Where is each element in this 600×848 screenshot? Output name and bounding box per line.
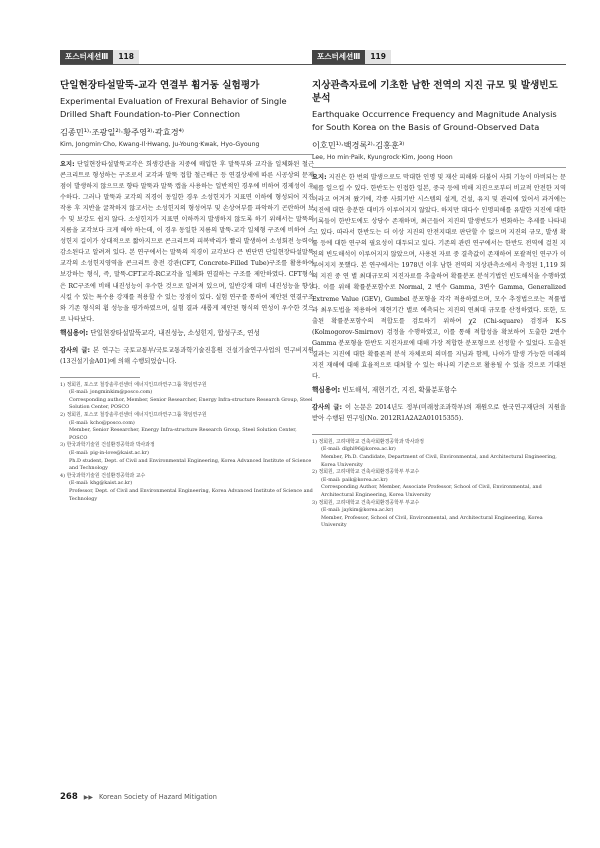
article-title-en: Experimental Evaluation of Frexural Behavior of Single Drilled Shaft Foundation-to-Pier Connection xyxy=(60,96,287,119)
footnote-divider xyxy=(60,377,140,378)
footnote-item xyxy=(312,469,566,499)
footnote-line: Ph.D student, Dept. of Civil and Environmental Engineering, Korea Advanced Institute of Science and Technology xyxy=(69,457,312,472)
footnote-line: (E-mail: khg@kaist.ac.kr) xyxy=(69,480,133,487)
footnote-item xyxy=(312,439,566,469)
footnote-line: (E-mail: jaykim@korea.ac.kr) xyxy=(321,507,394,514)
divider xyxy=(60,154,314,155)
footnote-line: 2) 정회원, 포스코 철강솔루션센터 에너지인프라연구그룹 책임연구원 xyxy=(60,412,207,419)
abstract-label: 요지: xyxy=(60,161,75,168)
footnote-line: (E-mail: pig-in-love@kaist.ac.kr) xyxy=(69,450,149,457)
acknowledgement xyxy=(312,402,566,424)
journal-name: Korean Society of Hazard Mitigation xyxy=(98,793,217,801)
keywords-label: 핵심용어: xyxy=(312,385,341,394)
abstract-label: 요지: xyxy=(312,174,327,181)
article-title-ko: 단일현장타설말뚝-교각 연결부 휨거동 실험평가 xyxy=(60,80,260,91)
footnote-line: Member, Professor, School of Civil, Environmental, and Architectural Engineering, Korea University xyxy=(321,514,543,529)
footnote-line: Professor, Dept. of Civil and Environmental Engineering, Korea Advanced Institute of Science and Technology xyxy=(69,488,313,502)
left-article xyxy=(60,50,314,503)
footnote-number: 2) xyxy=(312,469,319,476)
footnote-number: 3) xyxy=(312,499,319,506)
keywords-text: 빈도해석, 재현기간, 지진, 확률분포함수 xyxy=(342,385,457,394)
page-footer xyxy=(60,792,217,802)
footnote-divider xyxy=(312,434,392,435)
footnote-item xyxy=(60,473,314,503)
footnote-item xyxy=(60,382,314,412)
footnotes xyxy=(312,439,566,530)
footnote-number: 3) xyxy=(60,442,67,449)
footnote-line: (E-mail: paik@korea.ac.kr) xyxy=(321,476,388,483)
authors-en: Lee, Ho min·Paik, Kyungrock·Kim, Joong Hoon xyxy=(312,154,453,161)
abstract-text: 단일현장타설말뚝교각은 희생강관을 지중에 매입한 후 말뚝부와 교각을 일체화된 철근콘크리트로 형성하는 구조로서 교각과 말뚝 접합 철근배근 등 연결상세에 따른 시공상의 문제점이 발생하지 않으므로 향타 말뚝과 말뚝 캡을 사용하는 일반적인 경우에 비하여 경제성이 우수하다. 그러나 말뚝과 교각의 직경이 동일한 경우 소성힌지가 지표면 이하에 형성되어 지진 작용 후 지반을 굴착하지 않고서는 소성힌지의 형성여부 및 손상여부를 파악하기 곤란하며 보수 및 보강도 쉽지 않다. 소성힌지가 지표면 이하까지 발생하지 않도록 하기 위해서는 말뚝의 지름을 교각보다 크게 해야 하는데, 이 경우 동일한 지름의 말뚝-교각 일체형 구조에 비하여 소성힌지 길이가 상대적으로 짧아지므로 콘크리트의 피복박리가 빨리 발생하여 소성회전 능력이 감소된다고 알려져 있다. 본 연구에서는 말뚝의 직경이 교각보다 큰 변단면 단일현장타설말뚝교각의 소성힌지영역을 콘크리트 충전 강관(CFT, Concrete-Filled Tube)구조를 활용하여 보강하는 형식, 즉, 말뚝-CFT교각-RC교각을 일체화 연결하는 구조를 제안하였다. CFT형식은 RC구조에 비해 내진성능이 우수한 것으로 알려져 있으며, 일반강재 대비 내진성능을 향상시킬 수 있는 특수용 강재를 적용할 수 있는 장점이 있다. 실험 연구를 통하여 제안된 연결구조와 기존 형식의 휨 성능을 평가하였으며, 실험 결과 새롭게 제안된 형식의 연성이 우수한 것으로 나타났다. xyxy=(60,161,314,323)
acknowledgement xyxy=(60,345,314,367)
triangle-icon: ▶▶ xyxy=(83,793,93,801)
authors-ko: 김종민¹⁾·조광일²⁾·황주영³⁾·곽효경⁴⁾ xyxy=(60,127,184,137)
ack-label: 감사의 글: xyxy=(60,346,91,354)
footnote-line: 4) 한국과학기술원 건설환경공학과 교수 xyxy=(60,472,146,479)
footnote-item xyxy=(60,442,314,472)
footnote-line: 3) 한국과학기술원 건설환경공학과 박사과정 xyxy=(60,442,155,449)
keywords xyxy=(312,385,566,396)
footnote-line: (E-mail: jongminkim@posco.com) xyxy=(69,389,153,396)
footnote-line: (E-mail: kcho@posco.com) xyxy=(69,419,135,426)
footnote-line: (E-mail: dlghl96@korea.ac.kr) xyxy=(321,446,396,453)
section-header xyxy=(60,50,314,65)
footnote-line: 3) 정회원, 고려대학교 건축사회환경공학부 부교수 xyxy=(312,499,420,506)
ack-text: 이 논문은 2014년도 정부(미래창조과학부)의 재원으로 한국연구재단의 지원을 받아 수행된 연구임(No. 2012R1A2A2A01015355). xyxy=(312,403,566,422)
ack-label: 감사의 글: xyxy=(312,403,342,411)
footnote-line: 1) 정회원, 고려대학교 건축사회환경공학과 박사과정 xyxy=(312,438,425,445)
authors-en: Kim, Jongmin·Cho, Kwang-Il·Hwang, Ju-Young·Kwak, Hyo-Gyoung xyxy=(60,141,260,148)
abstract xyxy=(60,159,314,325)
footnote-number: 4) xyxy=(60,472,67,479)
keywords-text: 단일현장타설말뚝교각, 내진성능, 소성힌지, 합성구조, 연성 xyxy=(90,328,260,337)
footnotes xyxy=(60,382,314,504)
article-title-en: Earthquake Occurrence Frequency and Magnitude Analysis for South Korea on the Basis of Ground-Observed Data xyxy=(312,109,557,132)
section-tag: 포스터세션Ⅲ xyxy=(60,50,113,64)
footnote-line: Corresponding Author, Member, Associate Professor, School of Civil, Environmental, and Architectural Engineering, Korea University xyxy=(321,484,542,499)
article-title-ko: 지상관측자료에 기초한 남한 전역의 지진 규모 및 발생빈도 분석 xyxy=(312,80,558,104)
section-tag: 포스터세션Ⅲ xyxy=(312,50,365,64)
page-number: 268 xyxy=(60,792,78,802)
keywords-label: 핵심용어: xyxy=(60,328,89,337)
footnote-line: 2) 정회원, 고려대학교 건축사회환경공학부 부교수 xyxy=(312,469,420,476)
authors-ko: 이호민¹⁾·백경록²⁾·김홍훈³⁾ xyxy=(312,140,405,150)
footnote-item xyxy=(312,500,566,530)
right-article xyxy=(312,50,566,530)
section-header xyxy=(312,50,566,65)
abstract xyxy=(312,172,566,382)
footnote-line: Member, Senior Researcher, Energy Infra-structure Research Group, Steel Solution Center, POSCO xyxy=(69,427,297,441)
footnote-line: 1) 정회원, 포스코 철강솔루션센터 에너지인프라연구그룹 책임연구원 xyxy=(60,381,207,388)
footnote-item xyxy=(60,412,314,442)
divider xyxy=(312,167,566,168)
abstract-text: 지진은 한 번의 발생으로도 막대한 인명 및 재산 피해와 더불어 사회 기능이 마비되는 문제를 일으킬 수 있다. 한반도는 인접한 일본, 중국 등에 비해 지진으로부터 비교적 안전한 지역이라고 여겨져 왔기에, 각종 사회기반 시스템의 설계, 건설, 유지 및 관리에 있어서 과거에는 지진에 대한 충분한 대비가 이루어지지 않았다. 하지만 대다수 인명피해를 유발한 지진에 대한 기록들이 한반도에도 상당수 존재하며, 최근들어 지진의 발생빈도가 변화하는 추세를 나타내고 있다. 따라서 한반도는 더 이상 지진의 안전지대로 판단할 수 없으며 지진의 규모, 발생 확률 등에 대한 연구의 필요성이 대두되고 있다. 기존의 관련 연구에서는 한반도 전역에 걸친 지진의 빈도해석이 이루어지지 않았으며, 사용된 자료 중 결측값이 존재하여 포괄적인 연구가 이루어지지 못했다. 본 연구에서는 1978년 이후 남한 전역의 지상관측소에서 측정된 1,119 회의 지진 중 연 별 최대규모의 지진자료를 추출하여 확률분포 분석기법인 빈도해석을 수행하였다. 이를 위해 확률분포함수로 Normal, 2 변수 Gamma, 3변수 Gamma, Generalized Extreme Value (GEV), Gumbel 분포형을 각각 적용하였으며, 모수 추정법으로는 적률법과 최우도법을 적용하여 재현기간 별로 예측되는 지진의 연최대 규모를 산정하였다. 또한, 도출된 확률분포함수의 적합도를 검토하기 위하여 χ2 (Chi-square) 검정과 K-S (Kolmogorov-Smirnov) 검정을 수행하였고, 이를 통해 적합성을 확보하여 도출한 2변수 Gamma 분포형을 한반도 지진자료에 대해 가장 적합한 분포형으로 선정할 수 있었다. 도출된 결과는 지진에 대한 확률론적 분석 자체로의 의미를 지님과 함께, 나아가 발생 가능한 미래의 지진 재해에 대해 효율적으로 대처할 수 있는 하나의 기준으로 활용될 수 있을 것으로 기대된다. xyxy=(312,174,566,380)
section-number: 118 xyxy=(113,50,139,64)
footnote-number: 2) xyxy=(60,412,67,419)
footnote-number: 1) xyxy=(60,381,67,388)
keywords xyxy=(60,328,314,339)
footnote-number: 1) xyxy=(312,438,319,445)
ack-text: 본 연구는 국토교통부/국토교통과학기술진흥원 건설기술연구사업의 연구비지원(13건설기술A01)에 의해 수행되었습니다. xyxy=(60,346,314,365)
section-number: 119 xyxy=(365,50,391,64)
footnote-line: Corresponding author, Member, Senior Researcher, Energy Infra-structure Research Group, Steel Solution Center, POSCO xyxy=(69,396,313,411)
footnote-line: Member, Ph.D. Candidate, Department of Civil, Environmental, and Architectural Engineering, Korea University xyxy=(321,454,557,468)
